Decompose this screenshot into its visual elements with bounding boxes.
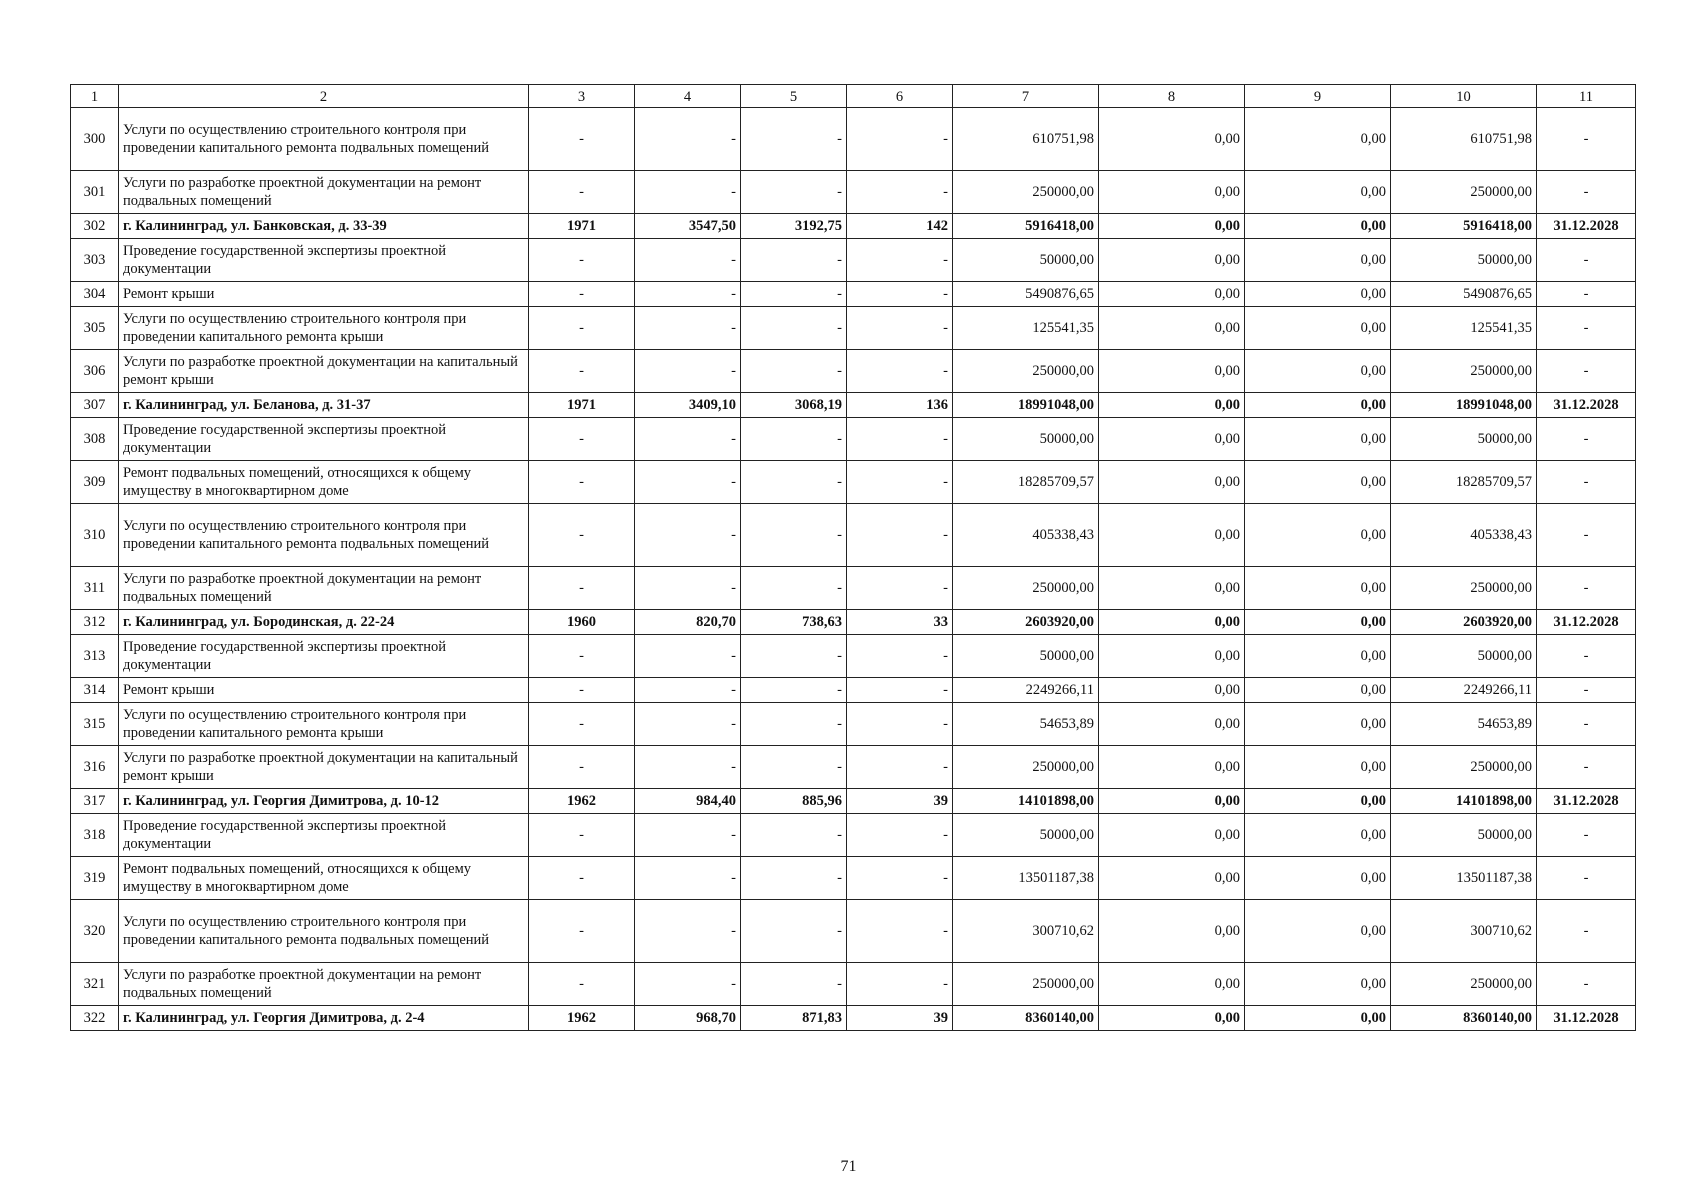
cell-col-10: 5490876,65	[1391, 282, 1537, 307]
cell-col-10: 125541,35	[1391, 307, 1537, 350]
cell-col-10: 250000,00	[1391, 350, 1537, 393]
cell-col-6: 39	[847, 789, 953, 814]
cell-col-9: 0,00	[1245, 307, 1391, 350]
cell-col-7: 250000,00	[953, 567, 1099, 610]
cell-col-10: 610751,98	[1391, 108, 1537, 171]
cell-col-9: 0,00	[1245, 239, 1391, 282]
address-row	[71, 214, 1636, 239]
work-description: Ремонт подвальных помещений, относящихся к общему имуществу в многоквартирном доме	[119, 857, 529, 900]
cell-col-9: 0,00	[1245, 418, 1391, 461]
cell-col-3: -	[529, 307, 635, 350]
cell-col-11: -	[1537, 504, 1636, 567]
row-number: 314	[71, 678, 119, 703]
cell-col-9: 0,00	[1245, 635, 1391, 678]
address-row	[71, 610, 1636, 635]
cell-col-3: -	[529, 461, 635, 504]
cell-col-6: -	[847, 171, 953, 214]
cell-col-5: -	[741, 108, 847, 171]
work-item-row	[71, 282, 1636, 307]
cell-col-7: 250000,00	[953, 746, 1099, 789]
cell-col-5: -	[741, 350, 847, 393]
cell-col-5: 738,63	[741, 610, 847, 635]
cell-col-6: -	[847, 504, 953, 567]
cell-col-10: 13501187,38	[1391, 857, 1537, 900]
work-item-row	[71, 350, 1636, 393]
cell-col-6: -	[847, 239, 953, 282]
column-number: 11	[1537, 85, 1636, 108]
cell-col-11: -	[1537, 567, 1636, 610]
work-description: Услуги по осуществлению строительного контроля при проведении капитального ремонта подвальных помещений	[119, 108, 529, 171]
cell-col-6: -	[847, 635, 953, 678]
cell-col-4: -	[635, 418, 741, 461]
row-number: 321	[71, 963, 119, 1006]
work-description: Услуги по осуществлению строительного контроля при проведении капитального ремонта подвальных помещений	[119, 900, 529, 963]
cell-col-5: 885,96	[741, 789, 847, 814]
cell-col-8: 0,00	[1099, 567, 1245, 610]
work-description: Услуги по разработке проектной документации на ремонт подвальных помещений	[119, 171, 529, 214]
work-description: Ремонт крыши	[119, 678, 529, 703]
work-description: Услуги по осуществлению строительного контроля при проведении капитального ремонта крыши	[119, 703, 529, 746]
cell-col-8: 0,00	[1099, 350, 1245, 393]
cell-col-11: 31.12.2028	[1537, 393, 1636, 418]
cell-col-10: 14101898,00	[1391, 789, 1537, 814]
work-description: Услуги по осуществлению строительного контроля при проведении капитального ремонта крыши	[119, 307, 529, 350]
cell-col-6: 39	[847, 1006, 953, 1031]
work-item-row	[71, 307, 1636, 350]
capital-repair-table	[70, 84, 1636, 1031]
work-item-row	[71, 418, 1636, 461]
cell-col-4: -	[635, 307, 741, 350]
cell-col-10: 2249266,11	[1391, 678, 1537, 703]
cell-col-7: 2249266,11	[953, 678, 1099, 703]
cell-col-9: 0,00	[1245, 214, 1391, 239]
cell-col-3: -	[529, 567, 635, 610]
work-item-row	[71, 857, 1636, 900]
cell-col-6: -	[847, 814, 953, 857]
cell-col-4: -	[635, 504, 741, 567]
cell-col-5: 3068,19	[741, 393, 847, 418]
work-item-row	[71, 504, 1636, 567]
cell-col-4: -	[635, 108, 741, 171]
cell-col-10: 50000,00	[1391, 814, 1537, 857]
work-description: г. Калининград, ул. Бородинская, д. 22-24	[119, 610, 529, 635]
cell-col-8: 0,00	[1099, 282, 1245, 307]
work-description: Проведение государственной экспертизы проектной документации	[119, 635, 529, 678]
row-number: 317	[71, 789, 119, 814]
column-number: 1	[71, 85, 119, 108]
cell-col-8: 0,00	[1099, 635, 1245, 678]
cell-col-7: 5916418,00	[953, 214, 1099, 239]
cell-col-4: -	[635, 635, 741, 678]
cell-col-8: 0,00	[1099, 900, 1245, 963]
cell-col-10: 250000,00	[1391, 746, 1537, 789]
cell-col-3: -	[529, 963, 635, 1006]
cell-col-5: -	[741, 814, 847, 857]
cell-col-6: -	[847, 282, 953, 307]
work-description: Услуги по разработке проектной документации на ремонт подвальных помещений	[119, 567, 529, 610]
cell-col-5: -	[741, 307, 847, 350]
cell-col-5: -	[741, 567, 847, 610]
work-item-row	[71, 567, 1636, 610]
cell-col-6: 136	[847, 393, 953, 418]
work-description: Ремонт крыши	[119, 282, 529, 307]
cell-col-11: -	[1537, 635, 1636, 678]
work-description: Проведение государственной экспертизы проектной документации	[119, 418, 529, 461]
row-number: 311	[71, 567, 119, 610]
cell-col-11: -	[1537, 307, 1636, 350]
cell-col-4: 820,70	[635, 610, 741, 635]
cell-col-10: 54653,89	[1391, 703, 1537, 746]
cell-col-3: -	[529, 678, 635, 703]
cell-col-7: 405338,43	[953, 504, 1099, 567]
cell-col-11: 31.12.2028	[1537, 789, 1636, 814]
cell-col-3: 1962	[529, 789, 635, 814]
cell-col-10: 2603920,00	[1391, 610, 1537, 635]
cell-col-8: 0,00	[1099, 746, 1245, 789]
work-item-row	[71, 814, 1636, 857]
work-description: г. Калининград, ул. Георгия Димитрова, д. 2-4	[119, 1006, 529, 1031]
cell-col-3: -	[529, 108, 635, 171]
row-number: 300	[71, 108, 119, 171]
cell-col-9: 0,00	[1245, 900, 1391, 963]
cell-col-5: -	[741, 635, 847, 678]
cell-col-8: 0,00	[1099, 393, 1245, 418]
work-description: г. Калининград, ул. Георгия Димитрова, д. 10-12	[119, 789, 529, 814]
cell-col-7: 5490876,65	[953, 282, 1099, 307]
work-item-row	[71, 108, 1636, 171]
cell-col-4: -	[635, 746, 741, 789]
cell-col-8: 0,00	[1099, 857, 1245, 900]
cell-col-3: 1971	[529, 393, 635, 418]
cell-col-7: 50000,00	[953, 635, 1099, 678]
cell-col-11: -	[1537, 857, 1636, 900]
cell-col-8: 0,00	[1099, 610, 1245, 635]
row-number: 306	[71, 350, 119, 393]
column-number: 2	[119, 85, 529, 108]
column-number: 3	[529, 85, 635, 108]
cell-col-7: 610751,98	[953, 108, 1099, 171]
cell-col-6: -	[847, 746, 953, 789]
row-number: 312	[71, 610, 119, 635]
cell-col-11: -	[1537, 746, 1636, 789]
cell-col-9: 0,00	[1245, 108, 1391, 171]
cell-col-11: 31.12.2028	[1537, 1006, 1636, 1031]
cell-col-6: -	[847, 963, 953, 1006]
work-description: Проведение государственной экспертизы проектной документации	[119, 239, 529, 282]
work-description: Услуги по осуществлению строительного контроля при проведении капитального ремонта подвальных помещений	[119, 504, 529, 567]
cell-col-7: 2603920,00	[953, 610, 1099, 635]
cell-col-4: -	[635, 171, 741, 214]
cell-col-3: 1971	[529, 214, 635, 239]
cell-col-4: 3409,10	[635, 393, 741, 418]
cell-col-4: -	[635, 963, 741, 1006]
cell-col-10: 50000,00	[1391, 635, 1537, 678]
cell-col-11: -	[1537, 239, 1636, 282]
cell-col-9: 0,00	[1245, 393, 1391, 418]
cell-col-9: 0,00	[1245, 461, 1391, 504]
cell-col-11: -	[1537, 108, 1636, 171]
cell-col-4: -	[635, 678, 741, 703]
work-description: Услуги по разработке проектной документации на капитальный ремонт крыши	[119, 350, 529, 393]
cell-col-5: -	[741, 239, 847, 282]
cell-col-9: 0,00	[1245, 814, 1391, 857]
cell-col-3: 1962	[529, 1006, 635, 1031]
cell-col-8: 0,00	[1099, 418, 1245, 461]
cell-col-11: 31.12.2028	[1537, 610, 1636, 635]
cell-col-11: -	[1537, 814, 1636, 857]
cell-col-10: 300710,62	[1391, 900, 1537, 963]
cell-col-10: 5916418,00	[1391, 214, 1537, 239]
cell-col-4: 3547,50	[635, 214, 741, 239]
cell-col-8: 0,00	[1099, 461, 1245, 504]
column-number: 8	[1099, 85, 1245, 108]
column-number: 7	[953, 85, 1099, 108]
cell-col-3: -	[529, 418, 635, 461]
cell-col-5: -	[741, 678, 847, 703]
row-number: 309	[71, 461, 119, 504]
cell-col-7: 50000,00	[953, 814, 1099, 857]
cell-col-7: 18991048,00	[953, 393, 1099, 418]
cell-col-7: 300710,62	[953, 900, 1099, 963]
row-number: 308	[71, 418, 119, 461]
cell-col-10: 50000,00	[1391, 418, 1537, 461]
cell-col-8: 0,00	[1099, 963, 1245, 1006]
cell-col-9: 0,00	[1245, 963, 1391, 1006]
cell-col-6: -	[847, 900, 953, 963]
cell-col-5: -	[741, 504, 847, 567]
cell-col-7: 8360140,00	[953, 1006, 1099, 1031]
work-item-row	[71, 461, 1636, 504]
cell-col-8: 0,00	[1099, 789, 1245, 814]
cell-col-11: 31.12.2028	[1537, 214, 1636, 239]
cell-col-4: -	[635, 814, 741, 857]
cell-col-5: -	[741, 900, 847, 963]
cell-col-3: -	[529, 635, 635, 678]
cell-col-6: -	[847, 461, 953, 504]
cell-col-4: -	[635, 461, 741, 504]
cell-col-11: -	[1537, 282, 1636, 307]
row-number: 322	[71, 1006, 119, 1031]
cell-col-9: 0,00	[1245, 703, 1391, 746]
cell-col-3: -	[529, 282, 635, 307]
work-description: Услуги по разработке проектной документации на капитальный ремонт крыши	[119, 746, 529, 789]
cell-col-9: 0,00	[1245, 171, 1391, 214]
work-description: Услуги по разработке проектной документации на ремонт подвальных помещений	[119, 963, 529, 1006]
cell-col-4: -	[635, 857, 741, 900]
work-description: г. Калининград, ул. Банковская, д. 33-39	[119, 214, 529, 239]
work-item-row	[71, 900, 1636, 963]
cell-col-4: 984,40	[635, 789, 741, 814]
work-description: г. Калининград, ул. Беланова, д. 31-37	[119, 393, 529, 418]
cell-col-4: -	[635, 900, 741, 963]
cell-col-6: -	[847, 108, 953, 171]
cell-col-5: -	[741, 282, 847, 307]
column-number: 5	[741, 85, 847, 108]
cell-col-8: 0,00	[1099, 1006, 1245, 1031]
work-item-row	[71, 171, 1636, 214]
cell-col-7: 250000,00	[953, 350, 1099, 393]
cell-col-9: 0,00	[1245, 857, 1391, 900]
row-number: 318	[71, 814, 119, 857]
cell-col-4: -	[635, 350, 741, 393]
cell-col-5: -	[741, 963, 847, 1006]
row-number: 305	[71, 307, 119, 350]
cell-col-5: -	[741, 703, 847, 746]
column-number: 10	[1391, 85, 1537, 108]
cell-col-6: -	[847, 857, 953, 900]
cell-col-8: 0,00	[1099, 239, 1245, 282]
cell-col-8: 0,00	[1099, 307, 1245, 350]
cell-col-10: 250000,00	[1391, 171, 1537, 214]
row-number: 316	[71, 746, 119, 789]
cell-col-8: 0,00	[1099, 214, 1245, 239]
cell-col-4: -	[635, 567, 741, 610]
cell-col-6: -	[847, 418, 953, 461]
cell-col-5: 3192,75	[741, 214, 847, 239]
cell-col-6: 142	[847, 214, 953, 239]
cell-col-9: 0,00	[1245, 789, 1391, 814]
cell-col-8: 0,00	[1099, 703, 1245, 746]
cell-col-3: -	[529, 350, 635, 393]
cell-col-6: -	[847, 307, 953, 350]
address-row	[71, 1006, 1636, 1031]
row-number: 313	[71, 635, 119, 678]
cell-col-7: 250000,00	[953, 171, 1099, 214]
cell-col-11: -	[1537, 461, 1636, 504]
cell-col-11: -	[1537, 900, 1636, 963]
cell-col-6: 33	[847, 610, 953, 635]
work-item-row	[71, 635, 1636, 678]
cell-col-9: 0,00	[1245, 567, 1391, 610]
cell-col-9: 0,00	[1245, 1006, 1391, 1031]
address-row	[71, 789, 1636, 814]
work-item-row	[71, 678, 1636, 703]
cell-col-3: -	[529, 814, 635, 857]
address-row	[71, 393, 1636, 418]
cell-col-4: 968,70	[635, 1006, 741, 1031]
work-item-row	[71, 703, 1636, 746]
row-number: 307	[71, 393, 119, 418]
cell-col-10: 50000,00	[1391, 239, 1537, 282]
cell-col-5: -	[741, 746, 847, 789]
cell-col-9: 0,00	[1245, 350, 1391, 393]
cell-col-7: 14101898,00	[953, 789, 1099, 814]
table-body	[71, 85, 1636, 1031]
row-number: 310	[71, 504, 119, 567]
row-number: 304	[71, 282, 119, 307]
cell-col-3: -	[529, 504, 635, 567]
cell-col-10: 18285709,57	[1391, 461, 1537, 504]
page-number: 71	[840, 1158, 857, 1175]
cell-col-5: -	[741, 171, 847, 214]
cell-col-4: -	[635, 282, 741, 307]
cell-col-3: 1960	[529, 610, 635, 635]
cell-col-9: 0,00	[1245, 610, 1391, 635]
cell-col-8: 0,00	[1099, 504, 1245, 567]
cell-col-8: 0,00	[1099, 108, 1245, 171]
cell-col-5: -	[741, 418, 847, 461]
cell-col-11: -	[1537, 703, 1636, 746]
work-description: Проведение государственной экспертизы проектной документации	[119, 814, 529, 857]
cell-col-11: -	[1537, 963, 1636, 1006]
cell-col-10: 405338,43	[1391, 504, 1537, 567]
cell-col-6: -	[847, 350, 953, 393]
cell-col-3: -	[529, 746, 635, 789]
cell-col-7: 13501187,38	[953, 857, 1099, 900]
cell-col-3: -	[529, 171, 635, 214]
cell-col-11: -	[1537, 171, 1636, 214]
cell-col-10: 250000,00	[1391, 963, 1537, 1006]
cell-col-11: -	[1537, 678, 1636, 703]
cell-col-7: 50000,00	[953, 418, 1099, 461]
cell-col-9: 0,00	[1245, 504, 1391, 567]
cell-col-5: -	[741, 461, 847, 504]
column-number-header-row	[71, 85, 1636, 108]
cell-col-7: 50000,00	[953, 239, 1099, 282]
row-number: 320	[71, 900, 119, 963]
column-number: 9	[1245, 85, 1391, 108]
cell-col-3: -	[529, 900, 635, 963]
row-number: 319	[71, 857, 119, 900]
cell-col-5: 871,83	[741, 1006, 847, 1031]
cell-col-3: -	[529, 703, 635, 746]
cell-col-9: 0,00	[1245, 678, 1391, 703]
cell-col-11: -	[1537, 418, 1636, 461]
cell-col-8: 0,00	[1099, 171, 1245, 214]
cell-col-6: -	[847, 678, 953, 703]
row-number: 302	[71, 214, 119, 239]
work-item-row	[71, 239, 1636, 282]
row-number: 301	[71, 171, 119, 214]
work-item-row	[71, 746, 1636, 789]
cell-col-6: -	[847, 567, 953, 610]
cell-col-10: 8360140,00	[1391, 1006, 1537, 1031]
row-number: 303	[71, 239, 119, 282]
column-number: 4	[635, 85, 741, 108]
cell-col-11: -	[1537, 350, 1636, 393]
column-number: 6	[847, 85, 953, 108]
cell-col-8: 0,00	[1099, 678, 1245, 703]
cell-col-7: 18285709,57	[953, 461, 1099, 504]
cell-col-7: 125541,35	[953, 307, 1099, 350]
cell-col-5: -	[741, 857, 847, 900]
work-description: Ремонт подвальных помещений, относящихся к общему имуществу в многоквартирном доме	[119, 461, 529, 504]
cell-col-6: -	[847, 703, 953, 746]
cell-col-9: 0,00	[1245, 746, 1391, 789]
cell-col-7: 54653,89	[953, 703, 1099, 746]
work-item-row	[71, 963, 1636, 1006]
cell-col-8: 0,00	[1099, 814, 1245, 857]
cell-col-4: -	[635, 239, 741, 282]
cell-col-10: 250000,00	[1391, 567, 1537, 610]
cell-col-7: 250000,00	[953, 963, 1099, 1006]
cell-col-3: -	[529, 239, 635, 282]
cell-col-3: -	[529, 857, 635, 900]
row-number: 315	[71, 703, 119, 746]
cell-col-4: -	[635, 703, 741, 746]
cell-col-10: 18991048,00	[1391, 393, 1537, 418]
cell-col-9: 0,00	[1245, 282, 1391, 307]
